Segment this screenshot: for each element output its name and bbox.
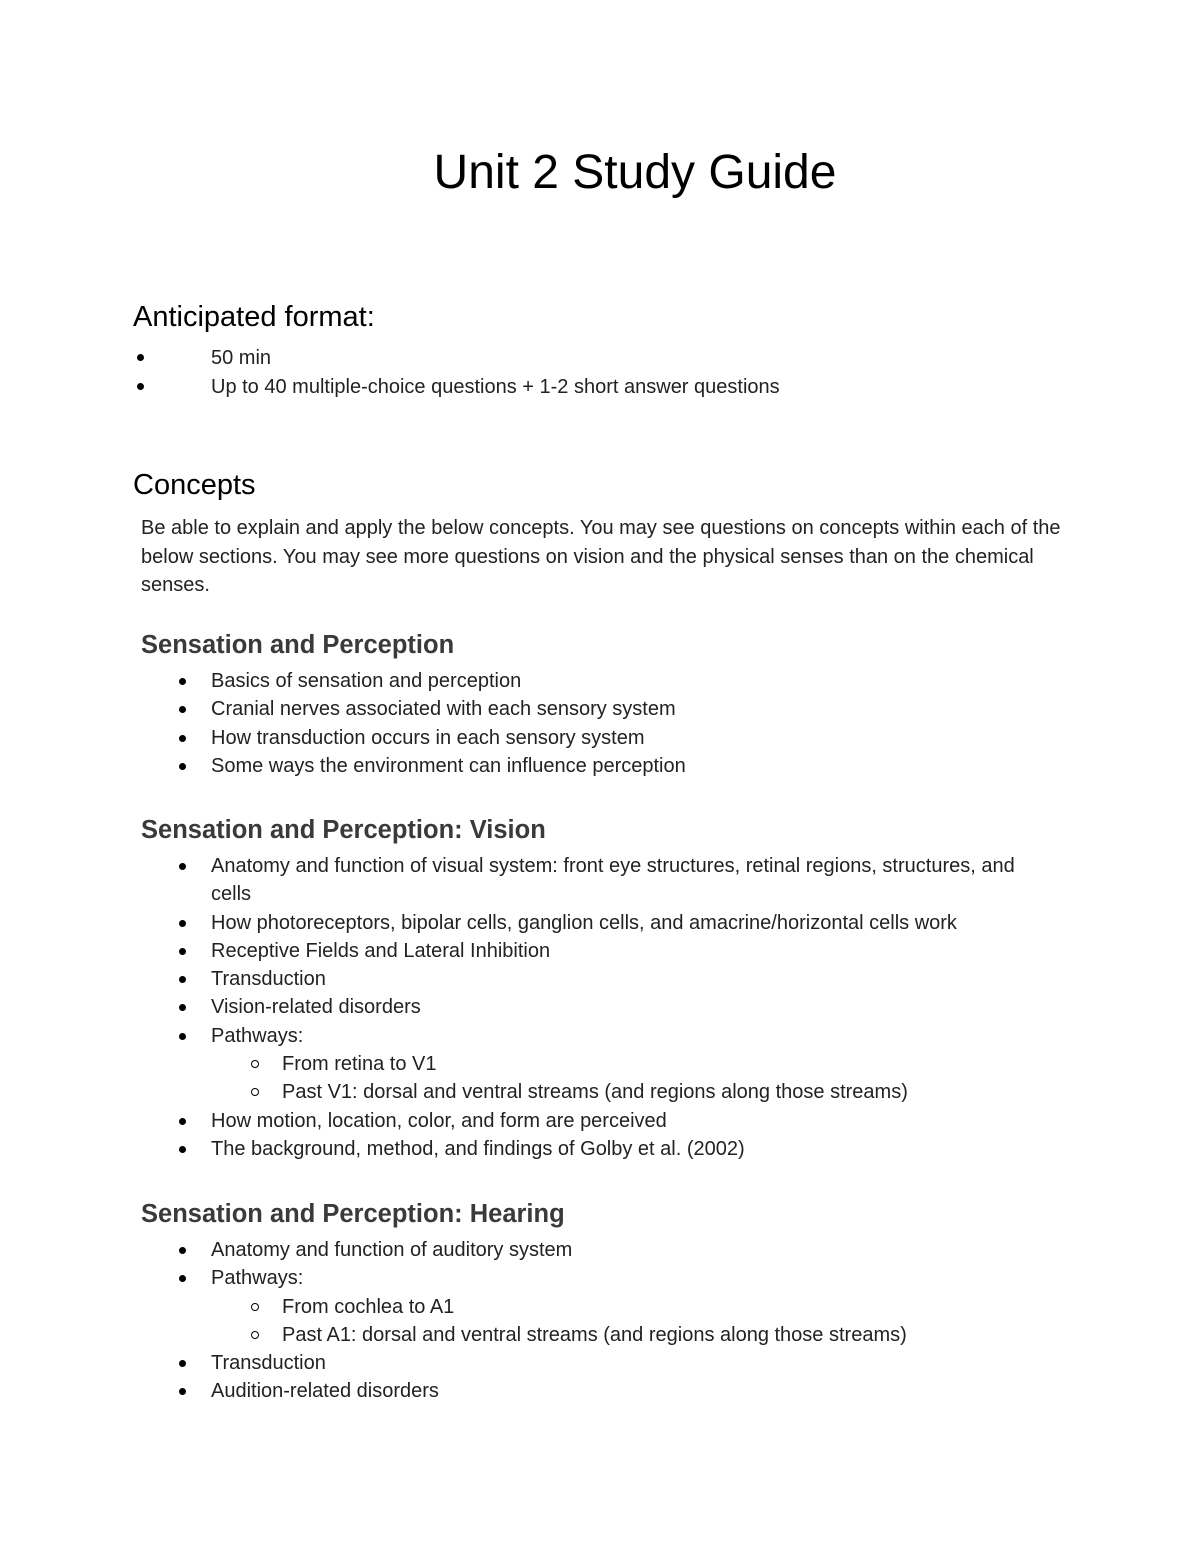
bullet-icon (179, 1275, 186, 1282)
bullet-list (141, 852, 1062, 1163)
bullet-icon (179, 1146, 186, 1153)
list-item: The background, method, and findings of Golby et al. (2002) (141, 1135, 1051, 1163)
bullet-icon (179, 1247, 186, 1254)
bullet-icon (179, 920, 186, 927)
list-item: Cranial nerves associated with each sensory system (141, 695, 1051, 723)
bullet-icon (179, 1360, 186, 1367)
list-item: Anatomy and function of visual system: front eye structures, retinal regions, structures, and cells (141, 852, 1051, 909)
list-item: Pathways: (141, 1264, 1051, 1292)
section-sensation-perception (141, 629, 1051, 780)
list-item: Some ways the environment can influence perception (141, 752, 1051, 780)
list-item: Transduction (141, 1349, 1051, 1377)
concepts-heading: Concepts (133, 469, 256, 501)
bullet-icon (179, 1004, 186, 1011)
sub-list-item: Past A1: dorsal and ventral streams (and regions along those streams) (141, 1321, 1062, 1349)
list-item: Vision-related disorders (141, 993, 1051, 1021)
hollow-bullet-icon (251, 1331, 259, 1339)
list-item: How transduction occurs in each sensory system (141, 724, 1051, 752)
bullet-icon (179, 1388, 186, 1395)
list-item: How photoreceptors, bipolar cells, ganglion cells, and amacrine/horizontal cells work (141, 909, 1051, 937)
bullet-icon (179, 1118, 186, 1125)
list-item: Pathways: (141, 1022, 1051, 1050)
list-item: Basics of sensation and perception (141, 667, 1051, 695)
list-item: Transduction (141, 965, 1051, 993)
bullet-icon (179, 678, 186, 685)
format-heading: Anticipated format: (133, 301, 375, 333)
list-item: Audition-related disorders (141, 1377, 1051, 1405)
hollow-bullet-icon (251, 1060, 259, 1068)
page-title: Unit 2 Study Guide (433, 146, 837, 199)
bullet-icon (179, 948, 186, 955)
section-heading: Sensation and Perception (141, 631, 455, 659)
sub-list-item: Past V1: dorsal and ventral streams (and regions along those streams) (141, 1078, 1062, 1106)
bullet-icon (179, 863, 186, 870)
list-item: Receptive Fields and Lateral Inhibition (141, 937, 1051, 965)
section-vision (141, 814, 1062, 1163)
hollow-bullet-icon (251, 1088, 259, 1096)
list-item: Anatomy and function of auditory system (141, 1236, 1051, 1264)
sub-list-item: From cochlea to A1 (141, 1293, 1062, 1321)
list-item: How motion, location, color, and form are perceived (141, 1107, 1051, 1135)
section-heading: Sensation and Perception: Hearing (141, 1200, 565, 1228)
section-hearing (141, 1198, 1062, 1406)
bullet-icon (179, 976, 186, 983)
bullet-icon (137, 383, 144, 390)
bullet-icon (179, 1033, 186, 1040)
bullet-list (141, 667, 1051, 780)
sub-list-item: From retina to V1 (141, 1050, 1062, 1078)
bullet-icon (179, 735, 186, 742)
bullet-icon (179, 706, 186, 713)
document-page: Unit 2 Study Guide Anticipated format: 50 min Up to 40 multiple-choice questions + 1-2 short answer questions Concepts Be able to explain and apply the below concepts. You may see questions on concepts within each of the below sections. You may see more questions on vision and the physical senses than on the chemical senses. Sensation and Perception Basics of sensation and perception Cranial nerves associated with each sensory system How transduction occurs in each sensory system Some ways the environment can influence perception Sensation and Perception: Vision Anatomy and function of visual system: front eye structures, retinal regions, structures, and cells How photoreceptors, bipolar cells, ganglion cells, and amacrine/horizontal cells work Receptive Fields and Lateral Inhibition Transduction Vision-related disorders Pathways: From retina to V1 Past V1: dorsal and ventral streams (and regions along those streams) How motion, location, color, and form are perceived The background, method, and findings of Golby et al. (2002) Sensation and Perception: Hearing Anatomy and function of auditory system Pathways: From cochlea to A1 Past A1: dorsal and ventral streams (and regions along those streams) Transduction Audition-related disorders (0, 0, 1200, 1553)
bullet-icon (179, 763, 186, 770)
concepts-intro: Be able to explain and apply the below concepts. You may see questions on concepts within each of the below sections. You may see more questions on vision and the physical senses than on the chemical senses. (141, 517, 1061, 596)
hollow-bullet-icon (251, 1303, 259, 1311)
bullet-list (141, 1236, 1062, 1406)
section-heading: Sensation and Perception: Vision (141, 816, 546, 844)
bullet-icon (137, 354, 144, 361)
